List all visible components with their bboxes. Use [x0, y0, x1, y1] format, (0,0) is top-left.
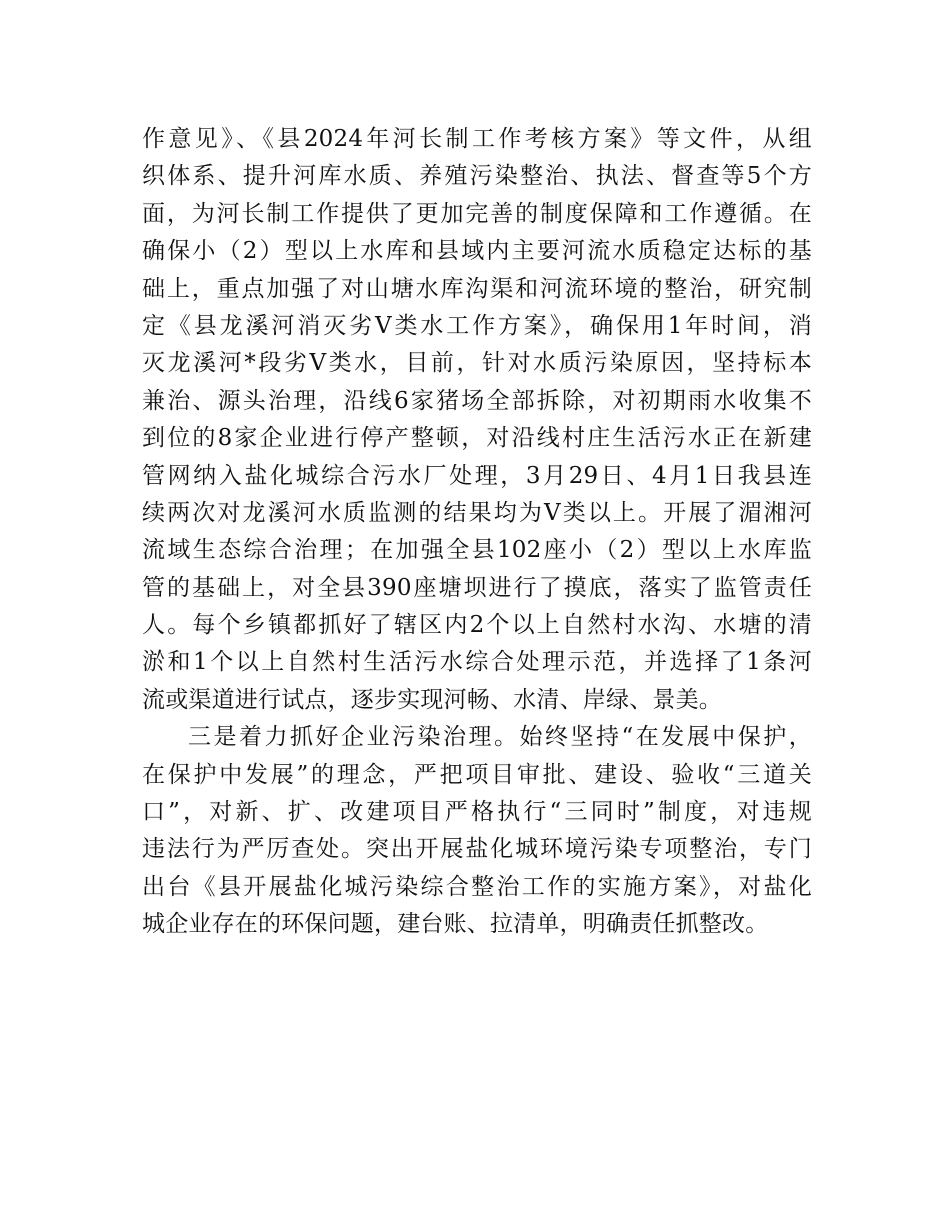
text-line: 灭龙溪河*段劣Ⅴ类水，目前，针对水质污染原因，坚持标本	[142, 350, 812, 377]
text-line: 出台《县开展盐化城污染综合整治工作的实施方案》，对盐化	[142, 873, 812, 900]
text-line: 在保护中发展”的理念，严把项目审批、建设、验收“三道关	[142, 761, 812, 788]
text-line: 城企业存在的环保问题，建台账、拉清单，明确责任抓整改。	[142, 911, 769, 938]
body-text	[142, 121, 812, 944]
text-line: 管网纳入盐化城综合污水厂处理，3月29日、4月1日我县连	[142, 462, 812, 489]
text-line: 管的基础上，对全县390座塘坝进行了摸底，落实了监管责任	[142, 574, 812, 601]
text-line: 面，为河长制工作提供了更加完善的制度保障和工作遵循。在	[142, 200, 812, 227]
text-line: 兼治、源头治理，沿线6家猪场全部拆除，对初期雨水收集不	[142, 387, 812, 414]
text-line: 确保小（2）型以上水库和县域内主要河流水质稳定达标的基	[142, 238, 812, 265]
paragraph-2	[142, 719, 812, 943]
text-line: 作意见》、《县2024年河长制工作考核方案》等文件，从组	[142, 126, 812, 152]
text-line: 人。每个乡镇都抓好了辖区内2个以上自然村水沟、水塘的清	[142, 612, 812, 639]
text-line: 淤和1个以上自然村生活污水综合处理示范，并选择了1条河	[142, 649, 812, 676]
text-line: 三是着力抓好企业污染治理。始终坚持“在发展中保护，	[188, 724, 812, 751]
text-line: 定《县龙溪河消灭劣Ⅴ类水工作方案》，确保用1年时间，消	[142, 312, 812, 339]
text-line: 续两次对龙溪河水质监测的结果均为Ⅴ类以上。开展了湄湘河	[142, 499, 812, 526]
paragraph-1	[142, 121, 812, 719]
text-line: 口”，对新、扩、改建项目严格执行“三同时”制度，对违规	[142, 799, 812, 826]
text-line: 违法行为严厉查处。突出开展盐化城环境污染专项整治，专门	[142, 836, 812, 863]
text-line: 到位的8家企业进行停产整顿，对沿线村庄生活污水正在新建	[142, 425, 812, 452]
text-line: 流域生态综合治理；在加强全县102座小（2）型以上水库监	[142, 537, 812, 564]
text-line: 织体系、提升河库水质、养殖污染整治、执法、督查等5个方	[142, 163, 812, 190]
text-line: 础上，重点加强了对山塘水库沟渠和河流环境的整治，研究制	[142, 275, 812, 302]
text-line: 流或渠道进行试点，逐步实现河畅、水清、岸绿、景美。	[142, 686, 722, 713]
